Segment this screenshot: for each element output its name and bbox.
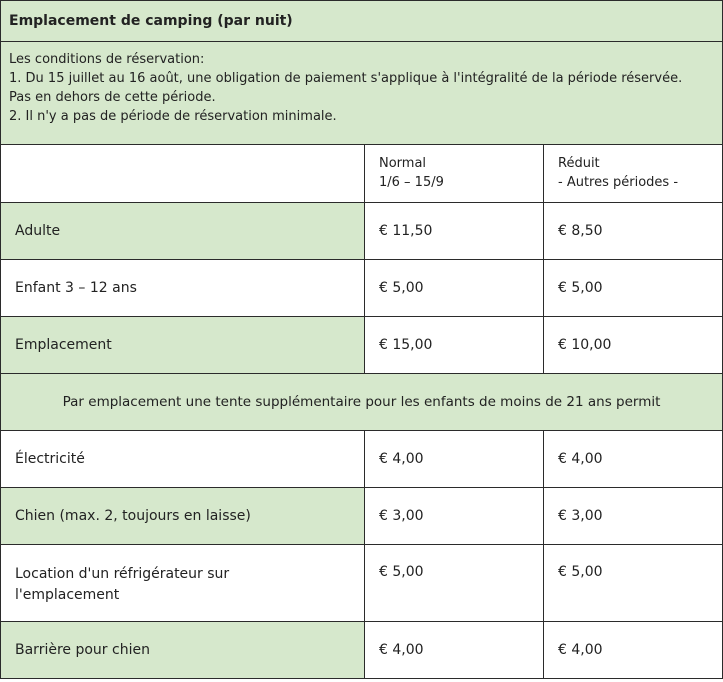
header-reduced-label: Réduit: [558, 156, 600, 171]
table-row: [1, 317, 723, 374]
price-normal-child: € 5,00: [365, 260, 544, 317]
row-label-child: Enfant 3 – 12 ans: [1, 260, 365, 317]
title-row: [1, 1, 723, 42]
booking-conditions: [1, 42, 723, 145]
table-title: Emplacement de camping (par nuit): [1, 1, 723, 42]
condition-1: 1. Du 15 juillet au 16 août, une obligation de paiement s'applique à l'intégralité de la période réservée.: [9, 71, 683, 86]
header-reduced-period: - Autres périodes -: [558, 175, 679, 190]
table-row: [1, 488, 723, 545]
price-reduced-electricity: € 4,00: [544, 431, 723, 488]
price-normal-pitch: € 15,00: [365, 317, 544, 374]
row-label-dog: Chien (max. 2, toujours en laisse): [1, 488, 365, 545]
table-row: [1, 545, 723, 622]
price-reduced-pitch: € 10,00: [544, 317, 723, 374]
note-row: [1, 374, 723, 431]
price-reduced-dog: € 3,00: [544, 488, 723, 545]
price-reduced-adult: € 8,50: [544, 203, 723, 260]
price-reduced-dog-barrier: € 4,00: [544, 622, 723, 679]
condition-1-note: Pas en dehors de cette période.: [9, 90, 216, 105]
row-label-pitch: Emplacement: [1, 317, 365, 374]
header-normal-period: 1/6 – 15/9: [379, 175, 444, 190]
row-label-fridge-line2: l'emplacement: [15, 587, 120, 603]
row-label-electricity: Électricité: [1, 431, 365, 488]
price-normal-dog: € 3,00: [365, 488, 544, 545]
price-reduced-fridge: € 5,00: [544, 545, 723, 622]
condition-2: 2. Il n'y a pas de période de réservation minimale.: [9, 109, 337, 124]
price-normal-adult: € 11,50: [365, 203, 544, 260]
extra-tent-note: Par emplacement une tente supplémentaire pour les enfants de moins de 21 ans permit: [1, 374, 723, 431]
row-label-fridge: [1, 545, 365, 622]
price-reduced-child: € 5,00: [544, 260, 723, 317]
table-row: [1, 260, 723, 317]
table-row: [1, 431, 723, 488]
header-empty-cell: [1, 145, 365, 203]
conditions-heading: Les conditions de réservation:: [9, 52, 205, 67]
header-normal-label: Normal: [379, 156, 427, 171]
row-label-dog-barrier: Barrière pour chien: [1, 622, 365, 679]
price-normal-electricity: € 4,00: [365, 431, 544, 488]
conditions-row: [1, 42, 723, 145]
table-row: [1, 622, 723, 679]
row-label-fridge-line1: Location d'un réfrigérateur sur: [15, 566, 230, 582]
table-row: [1, 203, 723, 260]
header-reduced: [544, 145, 723, 203]
price-normal-fridge: € 5,00: [365, 545, 544, 622]
row-label-adult: Adulte: [1, 203, 365, 260]
header-normal: [365, 145, 544, 203]
column-header-row: [1, 145, 723, 203]
price-normal-dog-barrier: € 4,00: [365, 622, 544, 679]
